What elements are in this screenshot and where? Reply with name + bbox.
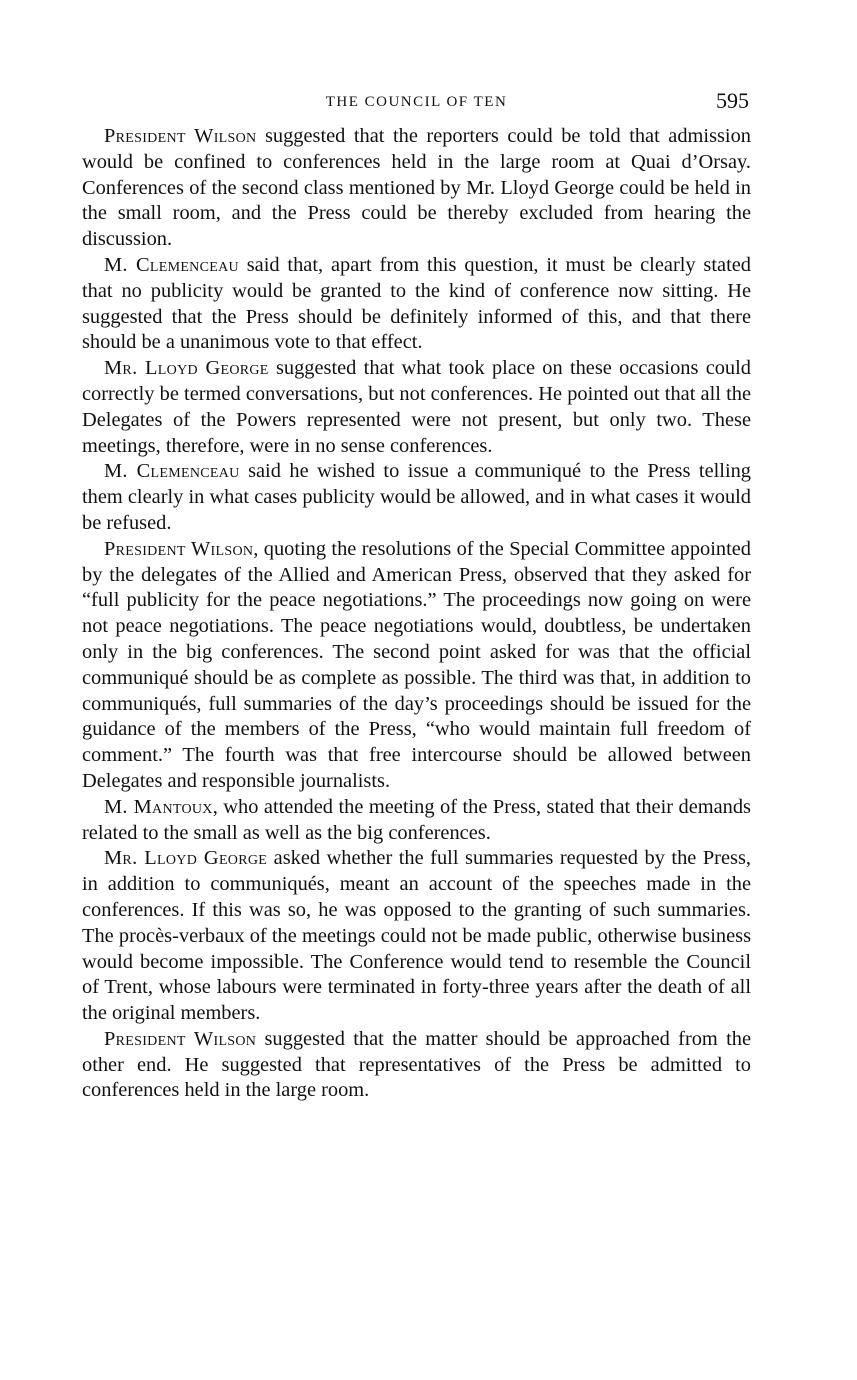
paragraph-text: asked whether the full summaries requested by the Press, in addition to communiqués, meant an account of the speeches made in the conferences. If this was so, he was opposed to the granting of such summaries. The procès-verbaux of the meetings could not be made public, otherwise business would become impossible. The Conference would tend to resemble the Council of Trent, whose labours were terminated in forty-three years after the death of all the original members. <box>82 847 751 1025</box>
paragraph-7 <box>82 846 751 1027</box>
speaker-name: M. Clemenceau <box>104 460 240 483</box>
speaker-name: M. Clemenceau <box>104 253 239 276</box>
running-title: THE COUNCIL OF TEN <box>325 94 508 110</box>
paragraph-2 <box>82 253 751 356</box>
speaker-name: President Wilson <box>104 1027 257 1050</box>
paragraph-text: said he wished to issue a communiqué to the Press telling them clearly in what cases publicity would be allowed, and in what cases it would be refused. <box>82 460 752 534</box>
paragraph-text: , who attended the meeting of the Press, stated that their demands related to the small as well as the big conferences. <box>82 795 751 844</box>
paragraph-8 <box>82 1027 751 1104</box>
paragraph-text: suggested that what took place on these occasions could correctly be termed conversations, but not conferences. He pointed out that all the Delegates of the Powers represented were not present, but only two. These meetings, therefore, were in no sense conferences. <box>82 357 751 457</box>
paragraph-6 <box>82 795 751 847</box>
running-head <box>82 88 751 122</box>
paragraph-text: said that, apart from this question, it must be clearly stated that no publicity would be granted to the kind of conference now sitting. He suggested that the Press should be definitely informed of this, and that there should be a unanimous vote to that effect. <box>82 253 751 354</box>
speaker-name: Mr. Lloyd George <box>104 357 269 380</box>
paragraph-text: , quoting the resolutions of the Special Committee appointed by the delegates of the Allied and American Press, observed that they asked for “full publicity for the peace negotiations.” The proceedings now going on were not peace negotiations. The peace negotiations would, doubtless, be undertaken only in the big conferences. The second point asked for was that the official communiqué should be as complete as possible. The third was that, in addition to communiqués, full summaries of the day’s proceedings should be issued for the guidance of the members of the Press, “who would maintain full freedom of comment.” The fourth was that free intercourse should be allowed between Delegates and responsible journalists. <box>82 537 751 792</box>
speaker-name: President Wilson <box>104 537 254 560</box>
paragraph-text: suggested that the reporters could be told that admission would be confined to conferences held in the large room at Quai d’Orsay. Conferences of the second class mentioned by Mr. Lloyd George could be held in the small room, and the Press could be thereby excluded from hearing the discussion. <box>82 125 751 251</box>
speaker-name: M. Mantoux <box>104 795 213 818</box>
paragraph-4 <box>82 459 751 536</box>
page-number: 595 <box>716 88 749 113</box>
speaker-name: President Wilson <box>104 125 257 147</box>
book-page <box>82 88 751 1104</box>
paragraph-1 <box>82 124 751 253</box>
paragraph-5 <box>82 537 751 795</box>
paragraph-3 <box>82 356 751 459</box>
speaker-name: Mr. Lloyd George <box>104 847 268 870</box>
paragraph-text: suggested that the matter should be approached from the other end. He suggested that representatives of the Press be admitted to conferences held in the large room. <box>82 1027 751 1102</box>
